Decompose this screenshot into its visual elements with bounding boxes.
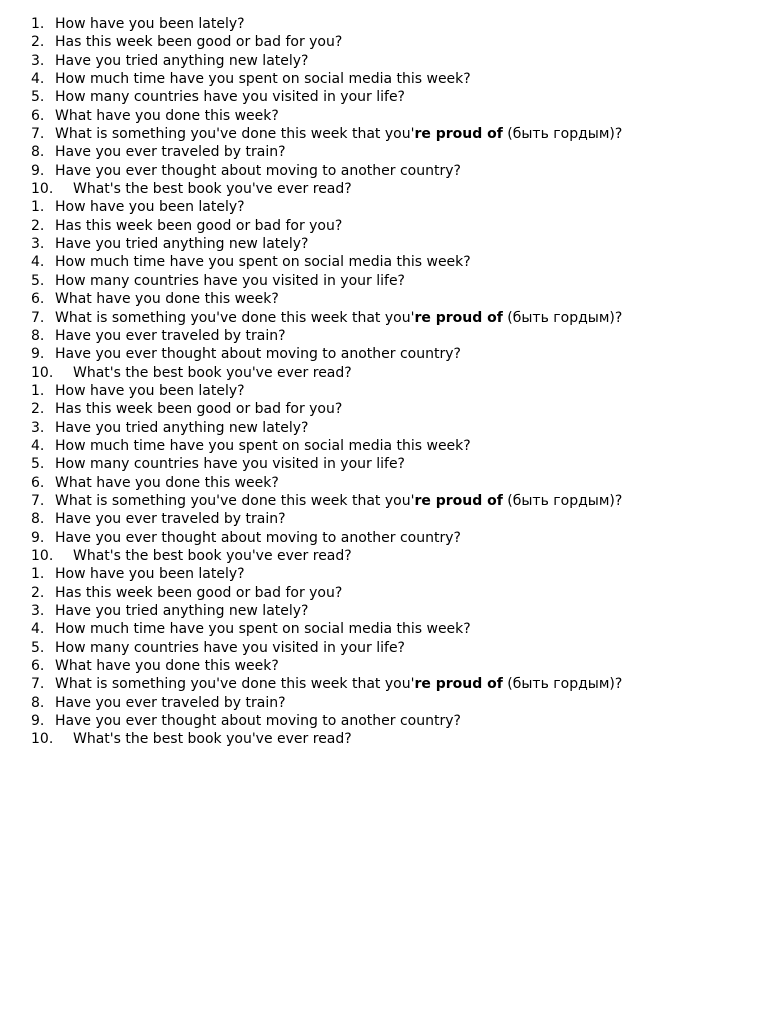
question-text-end: (быть гордым)? <box>502 676 623 693</box>
question-text <box>55 675 622 693</box>
question-text: Have you tried anything new lately? <box>55 236 309 253</box>
question-number: 5. <box>31 456 45 473</box>
question-text: Has this week been good or bad for you? <box>55 34 343 51</box>
question-text <box>55 125 622 143</box>
question-text-start: What is something you've done this week that you' <box>55 676 415 693</box>
question-text <box>55 309 622 327</box>
question-text: How much time have you spent on social media this week? <box>55 71 471 88</box>
question-number: 10. <box>31 181 54 198</box>
question-number: 3. <box>31 236 45 253</box>
question-text: Have you tried anything new lately? <box>55 419 309 436</box>
question-number: 6. <box>31 474 45 491</box>
question-text-bold: re proud of <box>414 676 503 693</box>
question-number: 1. <box>31 199 45 216</box>
question-number: 6. <box>31 658 45 675</box>
question-number: 6. <box>31 291 45 308</box>
question-text: What's the best book you've ever read? <box>73 547 352 564</box>
question-text: Have you ever thought about moving to another country? <box>55 529 461 546</box>
question-number: 8. <box>31 144 45 161</box>
question-text: Has this week been good or bad for you? <box>55 584 343 601</box>
question-text: What have you done this week? <box>55 107 279 124</box>
question-number: 7. <box>31 492 45 509</box>
question-text-start: What is something you've done this week that you' <box>55 126 415 143</box>
question-text: How many countries have you visited in your life? <box>55 272 405 289</box>
question-text-end: (быть гордым)? <box>502 126 623 143</box>
question-number: 9. <box>31 713 45 730</box>
question-number: 8. <box>31 694 45 711</box>
question-text: Have you tried anything new lately? <box>55 52 309 69</box>
question-text: What have you done this week? <box>55 474 279 491</box>
question-number: 10. <box>31 731 54 748</box>
question-number: 1. <box>31 566 45 583</box>
question-number: 9. <box>31 529 45 546</box>
question-number: 1. <box>31 16 45 32</box>
question-text <box>55 492 622 510</box>
question-number: 5. <box>31 89 45 106</box>
question-text: How have you been lately? <box>55 199 245 216</box>
question-text-start: What is something you've done this week that you' <box>55 492 415 509</box>
question-number: 8. <box>31 511 45 528</box>
question-number: 10. <box>31 364 54 381</box>
question-text: How many countries have you visited in your life? <box>55 639 405 656</box>
question-number: 8. <box>31 327 45 344</box>
question-text: How have you been lately? <box>55 382 245 399</box>
question-number: 4. <box>31 437 45 454</box>
question-number: 5. <box>31 272 45 289</box>
question-number: 6. <box>31 107 45 124</box>
question-text: Have you ever thought about moving to another country? <box>55 346 461 363</box>
question-text-end: (быть гордым)? <box>502 309 623 326</box>
question-text: What's the best book you've ever read? <box>73 364 352 381</box>
question-text: How have you been lately? <box>55 566 245 583</box>
question-text: How have you been lately? <box>55 16 245 32</box>
question-number: 3. <box>31 419 45 436</box>
question-text: Have you ever traveled by train? <box>55 144 286 161</box>
question-text: What have you done this week? <box>55 658 279 675</box>
question-text-bold: re proud of <box>414 492 503 509</box>
question-text: How many countries have you visited in your life? <box>55 89 405 106</box>
question-text: Have you ever thought about moving to another country? <box>55 162 461 179</box>
question-number: 2. <box>31 401 45 418</box>
question-text: How many countries have you visited in your life? <box>55 456 405 473</box>
question-text: What's the best book you've ever read? <box>73 181 352 198</box>
question-text: Has this week been good or bad for you? <box>55 217 343 234</box>
question-number: 2. <box>31 217 45 234</box>
question-number: 3. <box>31 603 45 619</box>
question-text: What's the best book you've ever read? <box>73 731 352 748</box>
question-number: 2. <box>31 584 45 601</box>
question-text: Have you ever thought about moving to another country? <box>55 713 461 730</box>
question-number: 2. <box>31 34 45 51</box>
question-text: Have you ever traveled by train? <box>55 327 286 344</box>
question-text: How much time have you spent on social media this week? <box>55 254 471 271</box>
question-text-end: (быть гордым)? <box>502 492 623 509</box>
question-number: 3. <box>31 52 45 69</box>
question-number: 7. <box>31 309 45 326</box>
question-number: 10. <box>31 547 54 564</box>
question-number: 4. <box>31 621 45 638</box>
question-text: Have you ever traveled by train? <box>55 694 286 711</box>
question-text: Has this week been good or bad for you? <box>55 401 343 418</box>
question-text: Have you tried anything new lately? <box>55 603 309 619</box>
question-text: Have you ever traveled by train? <box>55 511 286 528</box>
question-number: 7. <box>31 676 45 693</box>
question-text: What have you done this week? <box>55 291 279 308</box>
question-text-bold: re proud of <box>414 309 503 326</box>
question-text-bold: re proud of <box>414 126 503 143</box>
question-number: 9. <box>31 346 45 363</box>
question-text-start: What is something you've done this week that you' <box>55 309 415 326</box>
question-number: 5. <box>31 639 45 656</box>
question-text: How much time have you spent on social media this week? <box>55 621 471 638</box>
question-number: 4. <box>31 254 45 271</box>
question-number: 9. <box>31 162 45 179</box>
question-text: How much time have you spent on social media this week? <box>55 437 471 454</box>
question-number: 1. <box>31 382 45 399</box>
question-number: 4. <box>31 71 45 88</box>
question-number: 7. <box>31 126 45 143</box>
